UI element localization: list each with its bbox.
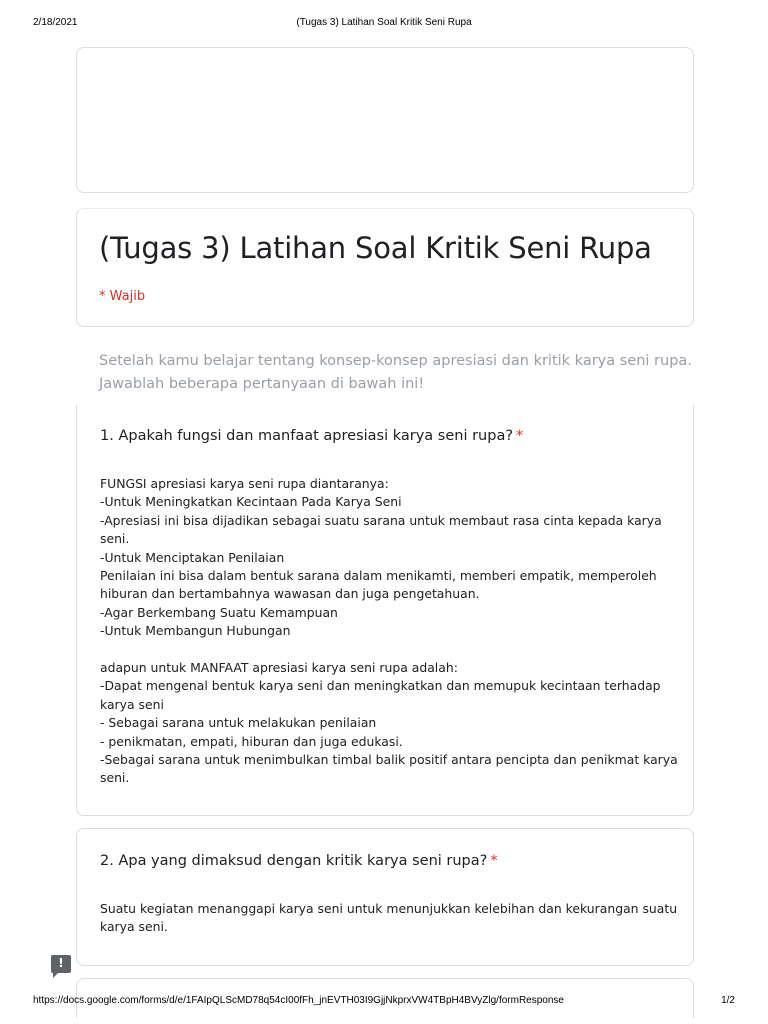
print-page-number: 1/2 [721, 995, 735, 1006]
answer-line: karya seni. [100, 919, 168, 935]
print-title: (Tugas 3) Latihan Soal Kritik Seni Rupa [296, 17, 472, 28]
answer-line: hiburan dan bertambahnya wawasan dan juga pengetahuan. [100, 586, 480, 602]
answer-line: -Untuk Membangun Hubungan [100, 623, 291, 639]
question-title-text: 1. Apakah fungsi dan manfaat apresiasi karya seni rupa? [100, 428, 514, 444]
form-header-banner [76, 47, 694, 193]
report-problem-icon: ! [58, 956, 64, 970]
form-title-card [76, 208, 694, 327]
required-note: * Wajib [99, 289, 146, 304]
print-url: https://docs.google.com/forms/d/e/1FAIpQLScMD78q54cI00fFh_jnEVTH03I9GjjNkprxVW4TBpH4BVyZlg/formResponse [33, 995, 564, 1006]
print-date: 2/18/2021 [33, 17, 78, 28]
print-header [33, 17, 735, 31]
question-title-text: 2. Apa yang dimaksud dengan kritik karya seni rupa? [100, 853, 488, 869]
answer-line: -Untuk Menciptakan Penilaian [100, 549, 285, 565]
question-card-1 [76, 405, 694, 816]
answer-line: -Untuk Meningkatkan Kecintaan Pada Karya Seni [100, 494, 402, 510]
answer-line: - penikmatan, empati, hiburan dan juga edukasi. [100, 733, 403, 749]
answer-line: -Sebagai sarana untuk menimbulkan timbal balik positif antara pencipta dan penikmat karya [100, 752, 678, 768]
required-mark: * [490, 853, 498, 869]
answer-line: seni. [100, 770, 130, 786]
report-problem-button[interactable] [51, 955, 71, 973]
answer-line: - Sebagai sarana untuk melakukan penilaian [100, 715, 377, 731]
answer-line [100, 641, 675, 659]
answer-line: -Apresiasi ini bisa dijadikan sebagai suatu sarana untuk membaut rasa cinta kepada karya [100, 512, 662, 528]
answer-line: karya seni [100, 696, 164, 712]
answer-line: FUNGSI apresiasi karya seni rupa diantaranya: [100, 476, 389, 491]
form-description-line: Setelah kamu belajar tentang konsep-konsep apresiasi dan kritik karya seni rupa. [99, 353, 692, 369]
question-title-1 [100, 428, 523, 444]
answer-line: adapun untuk MANFAAT apresiasi karya seni rupa adalah: [100, 660, 458, 676]
answer-text-1 [100, 475, 678, 788]
answer-line: -Dapat mengenal bentuk karya seni dan meningkatkan dan memupuk kecintaan terhadap [100, 678, 661, 694]
form-description-line: Jawablah beberapa pertanyaan di bawah ini! [99, 376, 425, 392]
form-title: (Tugas 3) Latihan Soal Kritik Seni Rupa [99, 231, 652, 265]
answer-text-2 [100, 900, 678, 937]
required-mark: * [516, 428, 524, 444]
answer-line: seni. [100, 531, 130, 547]
answer-line: -Agar Berkembang Suatu Kemampuan [100, 604, 338, 620]
question-title-2 [100, 853, 498, 869]
print-footer [33, 995, 735, 1009]
question-card-2 [76, 828, 694, 966]
answer-line: Suatu kegiatan menanggapi karya seni untuk menunjukkan kelebihan dan kekurangan suatu [100, 901, 678, 916]
answer-line: Penilaian ini bisa dalam bentuk sarana dalam menikamti, memberi empatik, memperoleh [100, 568, 657, 584]
form-description [99, 350, 699, 396]
